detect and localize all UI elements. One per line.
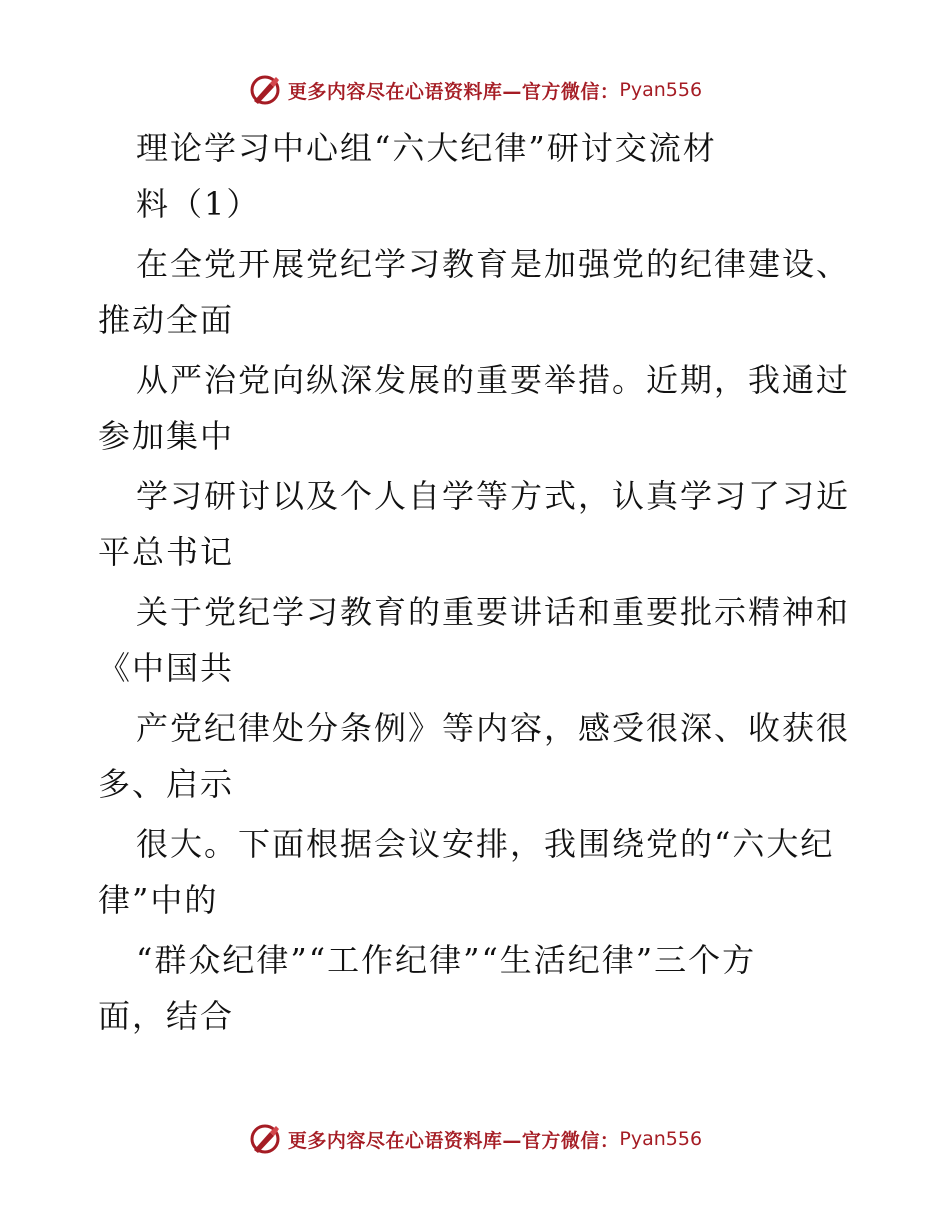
watermark-code: Pyan556 bbox=[619, 79, 703, 101]
watermark-text: 更多内容尽在心语资料库—官方微信： bbox=[287, 80, 620, 103]
pen-logo-icon bbox=[248, 1122, 282, 1156]
doc-line: 料（1） bbox=[136, 185, 261, 223]
doc-line: 很大。下面根据会议安排，我围绕党的“六大纪 bbox=[136, 825, 835, 863]
watermark-text: 更多内容尽在心语资料库—官方微信： bbox=[287, 1129, 620, 1152]
pen-logo-icon bbox=[248, 73, 282, 107]
doc-line: 平总书记 bbox=[98, 533, 235, 571]
doc-line: 推动全面 bbox=[98, 301, 235, 339]
doc-line: 产党纪律处分条例》等内容，感受很深、收获很 bbox=[136, 709, 851, 747]
doc-line: 参加集中 bbox=[98, 417, 235, 455]
doc-line: 从严治党向纵深发展的重要举措。近期，我通过 bbox=[136, 361, 851, 399]
doc-line: 律”中的 bbox=[98, 881, 219, 919]
doc-line: 学习研讨以及个人自学等方式，认真学习了习近 bbox=[136, 477, 851, 515]
doc-line: 面，结合 bbox=[98, 997, 235, 1035]
doc-line: 关于党纪学习教育的重要讲话和重要批示精神和 bbox=[136, 593, 851, 631]
doc-line: 《中国共 bbox=[98, 649, 235, 687]
doc-line: 在全党开展党纪学习教育是加强党的纪律建设、 bbox=[136, 245, 851, 283]
doc-line: 多、启示 bbox=[98, 765, 235, 803]
doc-line: 理论学习中心组“六大纪律”研讨交流材 bbox=[136, 129, 717, 167]
header-watermark bbox=[0, 73, 950, 107]
footer-watermark bbox=[0, 1122, 950, 1156]
watermark-code: Pyan556 bbox=[619, 1128, 703, 1150]
doc-line: “群众纪律”“工作纪律”“生活纪律”三个方 bbox=[136, 941, 757, 979]
